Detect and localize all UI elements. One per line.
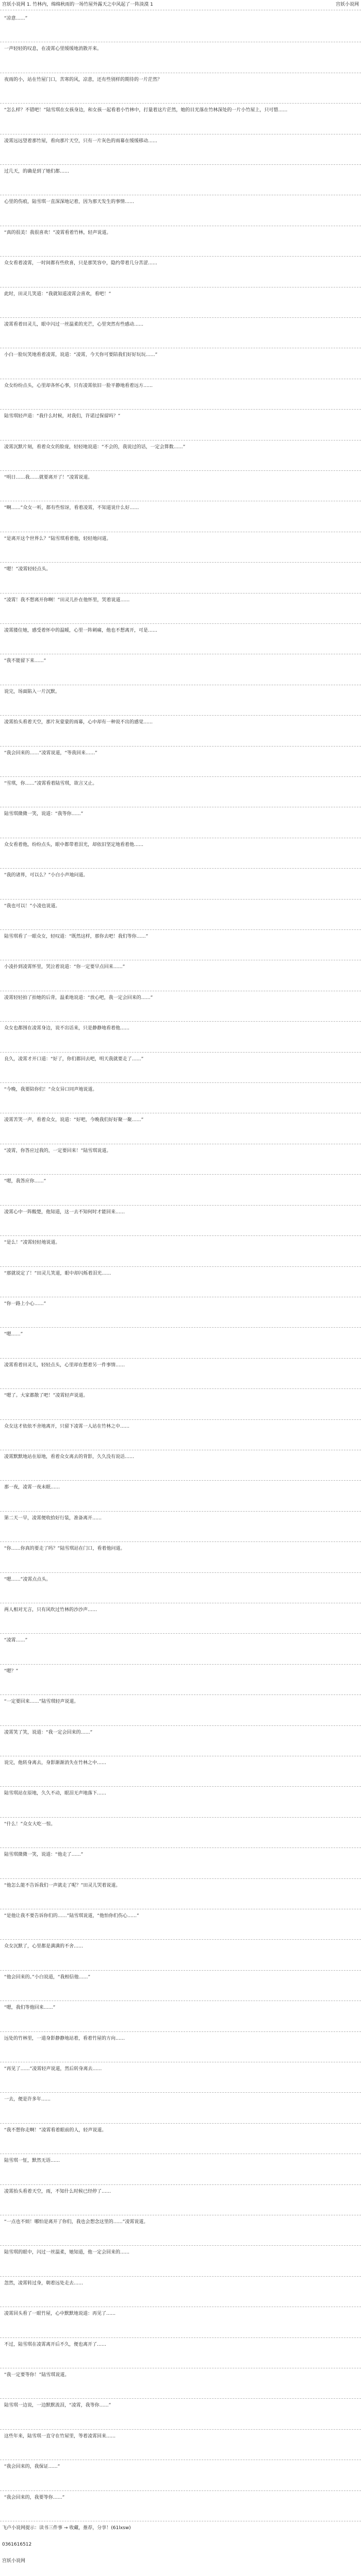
paragraph: “你……你真的要走了吗？”陆雪琪站在门口，看着他问道。: [4, 1546, 125, 1552]
paragraph: 一去，便是许多年……: [4, 2097, 51, 2103]
divider: [0, 1174, 361, 1175]
paragraph: 过几天，的确是到了她们都……: [4, 169, 70, 174]
divider: [0, 2490, 361, 2491]
paragraph: “我的诸界，可以么？”小白小声地问道。: [4, 873, 88, 878]
divider: [0, 1235, 361, 1236]
divider: [0, 1511, 361, 1512]
header-site-title: 宫妖小说网 1. 竹林内，绵绵秋雨的一场竹屋外露天之中风起了一阵淡漠 1: [2, 2, 153, 7]
divider: [0, 470, 361, 471]
paragraph: “我也可以！”小凌也说道。: [4, 903, 60, 909]
paragraph: 陆雪琪轻声道：“我什么时候，对我们，许诺过保留吗？”: [4, 414, 121, 419]
paragraph: “啊……”众女一听，都有些惊讶，看着凌霄，不知道说什么好……: [4, 505, 139, 511]
paragraph: “嗯？”: [4, 1668, 19, 1674]
paragraph: 众女看着凌霄，一时间都有些欣喜，只是那笑容中，隐约带着几分苦涩……: [4, 261, 158, 266]
paragraph: “凌霄……”: [4, 1638, 28, 1643]
paragraph: 凌霄笑了笑，说道：“我一定会回来的……”: [4, 1730, 93, 1735]
paragraph: 众女也都围在凌霄身边，说不出话来，只是静静地看着他……: [4, 1026, 130, 1031]
divider: [0, 2031, 361, 2032]
page-header: [0, 0, 361, 9]
paragraph: 陆雪琪的眼中，闪过一丝温柔，她知道，他一定会回来的……: [4, 2250, 130, 2256]
divider: [0, 1817, 361, 1818]
paragraph: 凌霄默默地站在原地，看着众女离去的背影，久久没有说话……: [4, 1454, 135, 1460]
divider: [0, 929, 361, 930]
paragraph: 此时，田灵儿笑道：“我就知道凌霄会喜欢，看吧！”: [4, 291, 111, 297]
divider: [0, 868, 361, 869]
paragraph: 那一夜，凌霄一夜未眠……: [4, 1485, 60, 1490]
paragraph: “我会回来的，我保证……”: [4, 2464, 60, 2470]
divider: [0, 1725, 361, 1726]
divider: [0, 2245, 361, 2246]
divider: [0, 1939, 361, 1940]
paragraph: “雪琪，你……”凌霄看着陆雪琪，欲言又止。: [4, 781, 97, 787]
divider: [0, 2398, 361, 2399]
divider: [0, 1021, 361, 1022]
divider: [0, 1480, 361, 1481]
divider: [0, 1664, 361, 1665]
paragraph: 众女看着他，纷纷点头，眼中都带着泪光，却依旧坚定地看着他……: [4, 842, 144, 848]
paragraph: “他怎么能不告诉我们一声就走了呢？”田灵儿哭着说道。: [4, 1883, 121, 1888]
paragraph: “我会回来的，我要等你……”: [4, 2495, 65, 2500]
paragraph: 凌霄回头看了一眼竹屋，心中默默地说道：再见了……: [4, 2311, 116, 2317]
paragraph: “是么！”凌霄轻轻地说道。: [4, 1240, 60, 1246]
divider: [0, 2123, 361, 2124]
divider: [0, 1878, 361, 1879]
divider: [0, 1541, 361, 1542]
paragraph: 良久，凌霄才开口道：“好了，你们都回去吧，明天我就要走了……”: [4, 1056, 144, 1062]
paragraph: 不过，陆雪琪在凌霄离开后不久，便也离开了……: [4, 2342, 107, 2347]
divider: [0, 103, 361, 104]
paragraph: “是他让我不要告诉你们的……”陆雪琪说道，“他怕你们伤心……”: [4, 1913, 139, 1919]
divider: [0, 776, 361, 777]
paragraph: 凌霄搂住她，感受着怀中的温暖，心里一阵刺痛，他也不想离开，可是……: [4, 628, 158, 634]
divider: [0, 1052, 361, 1053]
footer-number: 0361616512: [2, 2542, 32, 2547]
divider: [0, 1970, 361, 1971]
paragraph: “凌霄，你答应过我的，一定要回来！”陆雪琪说道。: [4, 1148, 111, 1154]
paragraph: “怎么样？不错吧！”陆雪琪在女孩身边，和女孩一起看着小竹林中，打量着这片茫然，她的目光落在竹林深处的一片小竹屋上，只可惜……: [4, 108, 288, 113]
divider: [0, 317, 361, 318]
divider: [0, 164, 361, 165]
divider: [0, 1327, 361, 1328]
divider: [0, 2276, 361, 2277]
paragraph: 凌霄远远望着那竹屋，看向那片天空，只有一片灰色的雨幕在缓缓移动……: [4, 138, 158, 144]
paragraph: 凌霄抬头看着天空，那片灰蒙蒙的雨幕，心中却有一种说不出的感觉……: [4, 720, 153, 725]
divider: [0, 2337, 361, 2338]
divider: [0, 715, 361, 716]
paragraph: 凌霄看着田灵儿，轻轻点头，心里却在想着另一件事情……: [4, 1362, 125, 1368]
paragraph: “嗯，我们等他回来……”: [4, 2005, 56, 2011]
divider: [0, 1633, 361, 1634]
paragraph: 第二天一早，凌霄便收拾好行装，准备离开……: [4, 1515, 102, 1521]
paragraph: 陆雪琪微微一笑，说道：“我等你……”: [4, 811, 84, 817]
header-site-name: 宫妖小说网: [335, 2, 359, 7]
paragraph: 这些年来，陆雪琪一直守在竹屋里，等着凌霄回来……: [4, 2433, 116, 2439]
paragraph: “一点也不烦！哪怕是离开了你们，我也会想念这里的……”凌霄说道。: [4, 2219, 149, 2225]
paragraph: 远处的竹林里，一道身影静静地站着，看着竹屋的方向……: [4, 2036, 125, 2041]
paragraph: “再见了……”凌霄轻声说道，然后转身离去……: [4, 2066, 102, 2072]
paragraph: 众女沉默了，心里都是满满的不舍……: [4, 1944, 84, 1950]
paragraph: 陆雪琪看了一眼众女，轻叹道：“既然这样，那你去吧！我们等你……”: [4, 934, 149, 940]
paragraph: “凌霄！我不想离开你啊！”田灵儿扑在他怀里，哭着说道……: [4, 597, 130, 603]
paragraph: 夜雨的小，站在竹屋门口，苦寒的风，凉意，还有些别样的期待的一片茫然？: [4, 77, 162, 82]
paragraph: “真的很美！我很喜欢！”凌霄看着竹林，轻声说道。: [4, 230, 111, 235]
paragraph: “凉意……”: [4, 16, 28, 21]
paragraph: 陆雪琪一怔，默然无语……: [4, 2158, 60, 2164]
paragraph: “什么！”众女大吃一惊。: [4, 1821, 56, 1827]
paragraph: “他会回来的。”小白说道，“我相信他……”: [4, 1974, 91, 1980]
paragraph: “我会回来的……”凌霄说道，“等我回来……”: [4, 750, 97, 756]
paragraph: “我不想你走啊！”凌霄看着眼前的人，轻声说道。: [4, 2127, 107, 2133]
paragraph: 陆雪琪一边说，一边默默流泪，“凌霄，我等你……”: [4, 2403, 111, 2409]
divider: [0, 899, 361, 900]
paragraph: 说完，场面陷入一片沉默。: [4, 689, 60, 694]
divider: [0, 1266, 361, 1267]
paragraph: “那就说定了！”田灵儿笑道，眼中却闪烁着泪光……: [4, 1270, 111, 1276]
paragraph: 凌霄沉默片刻，看着众女的脸庞，轻轻地说道：“不会的，我说过的话，一定会算数……”: [4, 444, 186, 450]
paragraph: 小凌扑到凌霄怀里，哭泣着说道：“你一定要早点回来……”: [4, 964, 125, 970]
paragraph: 两人相对无言，只有风吹过竹林的沙沙声……: [4, 1607, 97, 1613]
divider: [0, 746, 361, 747]
divider: [0, 623, 361, 624]
divider: [0, 1419, 361, 1420]
divider: [0, 1694, 361, 1695]
paragraph: “我不能留下来……”: [4, 658, 46, 664]
paragraph: 忽然，凌霄转过身，朝着远处走去……: [4, 2280, 84, 2286]
footer-reading-tip: 飞卢小说网提示：读书三件事 → 收藏，推荐，分享！(61lxsw): [2, 2526, 131, 2531]
paragraph: 凌霄心中一阵酸楚，他知道，这一去不知何时才能回来……: [4, 1209, 125, 1215]
divider: [0, 1786, 361, 1787]
paragraph: “明日……我……就要离开了！”凌霄说道。: [4, 475, 93, 481]
divider: [0, 1572, 361, 1573]
divider: [0, 1388, 361, 1389]
paragraph: “嗯了。大家都散了吧！”凌霄轻声说道。: [4, 1393, 88, 1399]
paragraph: 凌霄苦笑一声，看着众女，说道：“好吧，今晚我们好好聚一聚……”: [4, 1117, 144, 1123]
paragraph: 小白一脸玩笑地看着凌霄，说道：“凌霄，今天你可要陪我们好好玩玩……”: [4, 352, 158, 358]
paragraph: “我一定要等你！”陆雪琪说道。: [4, 2372, 70, 2378]
paragraph: 众女纷纷点头，心里却各怀心事，只有凌霄依旧一脸平静地看着远方……: [4, 383, 153, 388]
divider: [0, 2184, 361, 2185]
paragraph: “嗯！”凌霄轻轻点头。: [4, 567, 51, 572]
divider: [0, 2429, 361, 2430]
paragraph: 众女这才依依不舍地离开，只留下凌霄一人站在竹林之中……: [4, 1423, 130, 1429]
paragraph: “今晚，我要陪你们！”众女异口同声地说道。: [4, 1087, 97, 1093]
divider: [0, 409, 361, 410]
divider: [0, 256, 361, 257]
paragraph: 陆雪琪微微一笑，说道：“他走了……”: [4, 1852, 84, 1858]
footer-site-name: 宫妖小说网: [2, 2558, 26, 2564]
divider: [0, 562, 361, 563]
divider: [0, 593, 361, 594]
paragraph: 凌霄看着田灵儿，眼中闪过一丝温柔的光芒，心里突然有些感动……: [4, 322, 144, 328]
paragraph: 说完，他转身离去，身影渐渐消失在竹林之中……: [4, 1760, 107, 1766]
divider: [0, 2092, 361, 2093]
paragraph: “你一路上小心……”: [4, 1301, 46, 1307]
divider: [0, 1358, 361, 1359]
paragraph: 凌霄抬头看着天空，雨，不知什么时候已经停了……: [4, 2189, 111, 2194]
paragraph: 一声轻轻的叹息，在凌霄心里缓缓地消散开来。: [4, 46, 102, 52]
paragraph: “是离开这个世界么？”陆雪琪看着他，轻轻地问道。: [4, 536, 111, 541]
paragraph: “一定要回来……”陆雪琪轻声说道。: [4, 1699, 79, 1705]
divider: [0, 1082, 361, 1083]
paragraph: 心里的伤痕，陆雪琪一直深深地记着，因为那天发生的事情……: [4, 199, 135, 205]
paragraph: 陆雪琪站在原地，久久不动，眼泪无声地落下……: [4, 1791, 107, 1797]
paragraph: “嗯……”凌霄点点头。: [4, 1577, 51, 1582]
paragraph: 凌霄轻轻拍了拍她的后背，温柔地说道：“放心吧，我一定会回来的……”: [4, 995, 153, 1001]
divider: [0, 1205, 361, 1206]
paragraph: “嗯，我答应你……”: [4, 1179, 46, 1184]
paragraph: “嗯……”: [4, 1332, 23, 1337]
